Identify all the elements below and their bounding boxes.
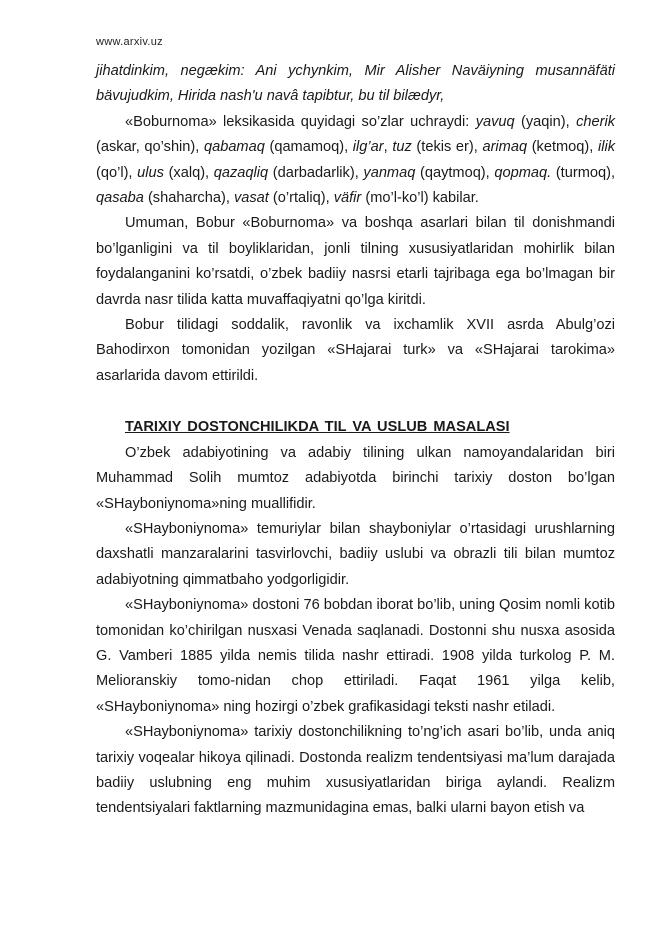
paragraph-shayboniynoma-2: «SHayboniynoma» dostoni 76 bobdan iborat bo’lib, uning Qosim nomli kotib tomonidan ko’chirilgan nusxasi Venada saqlanadi. Dostonni shu nusxa asosida G. Vamberi 1885 yilda nemis tilida nashr ettiradi. 1908 yilda turkolog P. M. Melioranskiy tomo-nidan chop ettiriladi. Faqat 1961 yilga kelib, «SHayboniynoma» ning hozirgi o’zbek grafikasidagi teksti nashr etiladi. bbox=[96, 597, 616, 715]
word: qabamaq bbox=[203, 139, 265, 156]
section-heading: TARIXIY DOSTONCHILIKDA TIL VA USLUB MASALASI bbox=[125, 419, 510, 436]
site-watermark: www.arxiv.uz bbox=[96, 36, 163, 48]
paragraph-bobur: Umuman, Bobur «Boburnoma» va boshqa asarlari bilan til donishmandi bo’lganligini va til boyliklaridan, jonli tilning xususiyatlaridan mohirlik bilan foydalanganini ko’rsatdi, o’zbek badiiy nasrsi etarli tajribaga ega bo’lmagan bir davrda nasr tilida katta muvaffaqiyatni qo’lga kiritdi. bbox=[96, 215, 615, 308]
word: cherik bbox=[576, 113, 615, 130]
paragraph-lexicon: «Boburnoma» leksikasida quyidagi so’zlar uchraydi: yavuq (yaqin), cherik (askar, qo’shin), qabamaq (qamamoq), ilg’ar, tuz (tekis er), arimaq (ketmoq), ilik (qo’l), ulus (xalq), qazaqliq (darbadarlik), yanmaq (qaytmoq), qopmaq. (turmoq), qasaba (shaharcha), vasat (o’rtaliq), väfir (mo’l-ko’l) kabilar. bbox=[96, 113, 616, 207]
paragraph-abulgozi: Bobur tilidagi soddalik, ravonlik va ixchamlik XVII asrda Abulg’ozi Bahodirxon tomonidan yozilgan «SHajarai turk» va «SHajarai tarokima» asarlarida davom ettirildi. bbox=[96, 317, 615, 384]
paragraph-quote: jihatdinkim, negækim: Ani ychynkim, Mir Alisher Naväiyning musannäfäti bävujudkim, Hirida nash'u navâ tapibtur, bu til bilædyr, bbox=[96, 63, 615, 105]
word: vasat bbox=[233, 190, 269, 207]
word: tuz bbox=[392, 139, 412, 156]
word: ulus bbox=[137, 164, 164, 181]
word: qasaba bbox=[96, 190, 144, 207]
word: yanmaq bbox=[363, 164, 416, 181]
word: väfir bbox=[333, 190, 362, 207]
word: qazaqliq bbox=[213, 164, 269, 181]
word: ilik bbox=[597, 139, 616, 156]
paragraph-solih: O’zbek adabiyotining va adabiy tilining ulkan namoyandalaridan biri Muhammad Solih mumtoz adabiyotda birinchi tarixiy doston bo’lgan «SHayboniynoma»ning muallifidir. bbox=[96, 444, 615, 512]
word: ilg’ar bbox=[352, 139, 384, 156]
word: qopmaq. bbox=[494, 164, 552, 181]
paragraph-shayboniynoma-3: «SHayboniynoma» tarixiy dostonchilikning to’ng’ich asari bo’lib, unda aniq tarixiy voqealar hikoya qilinadi. Dostonda realizm tendentsiyasi ma’lum darajada badiiy uslubning eng muhim xususiyatlaridan biriga aylandi. Realizm tendentsiyalari faktlarning mazmunidagina emas, balki ularni bayon etish va bbox=[96, 724, 615, 817]
word: arimaq bbox=[482, 139, 528, 156]
paragraph-shayboniynoma-1: «SHayboniynoma» temuriylar bilan shayboniylar o’rtasidagi urushlarning daxshatli manzaralarini tasvirlovchi, badiiy uslubi va obrazli tili bilan mumtoz adabiyotning qimmatbaho yodgorligidir. bbox=[96, 520, 615, 588]
word: yavuq bbox=[475, 113, 515, 130]
document-page bbox=[96, 0, 615, 822]
